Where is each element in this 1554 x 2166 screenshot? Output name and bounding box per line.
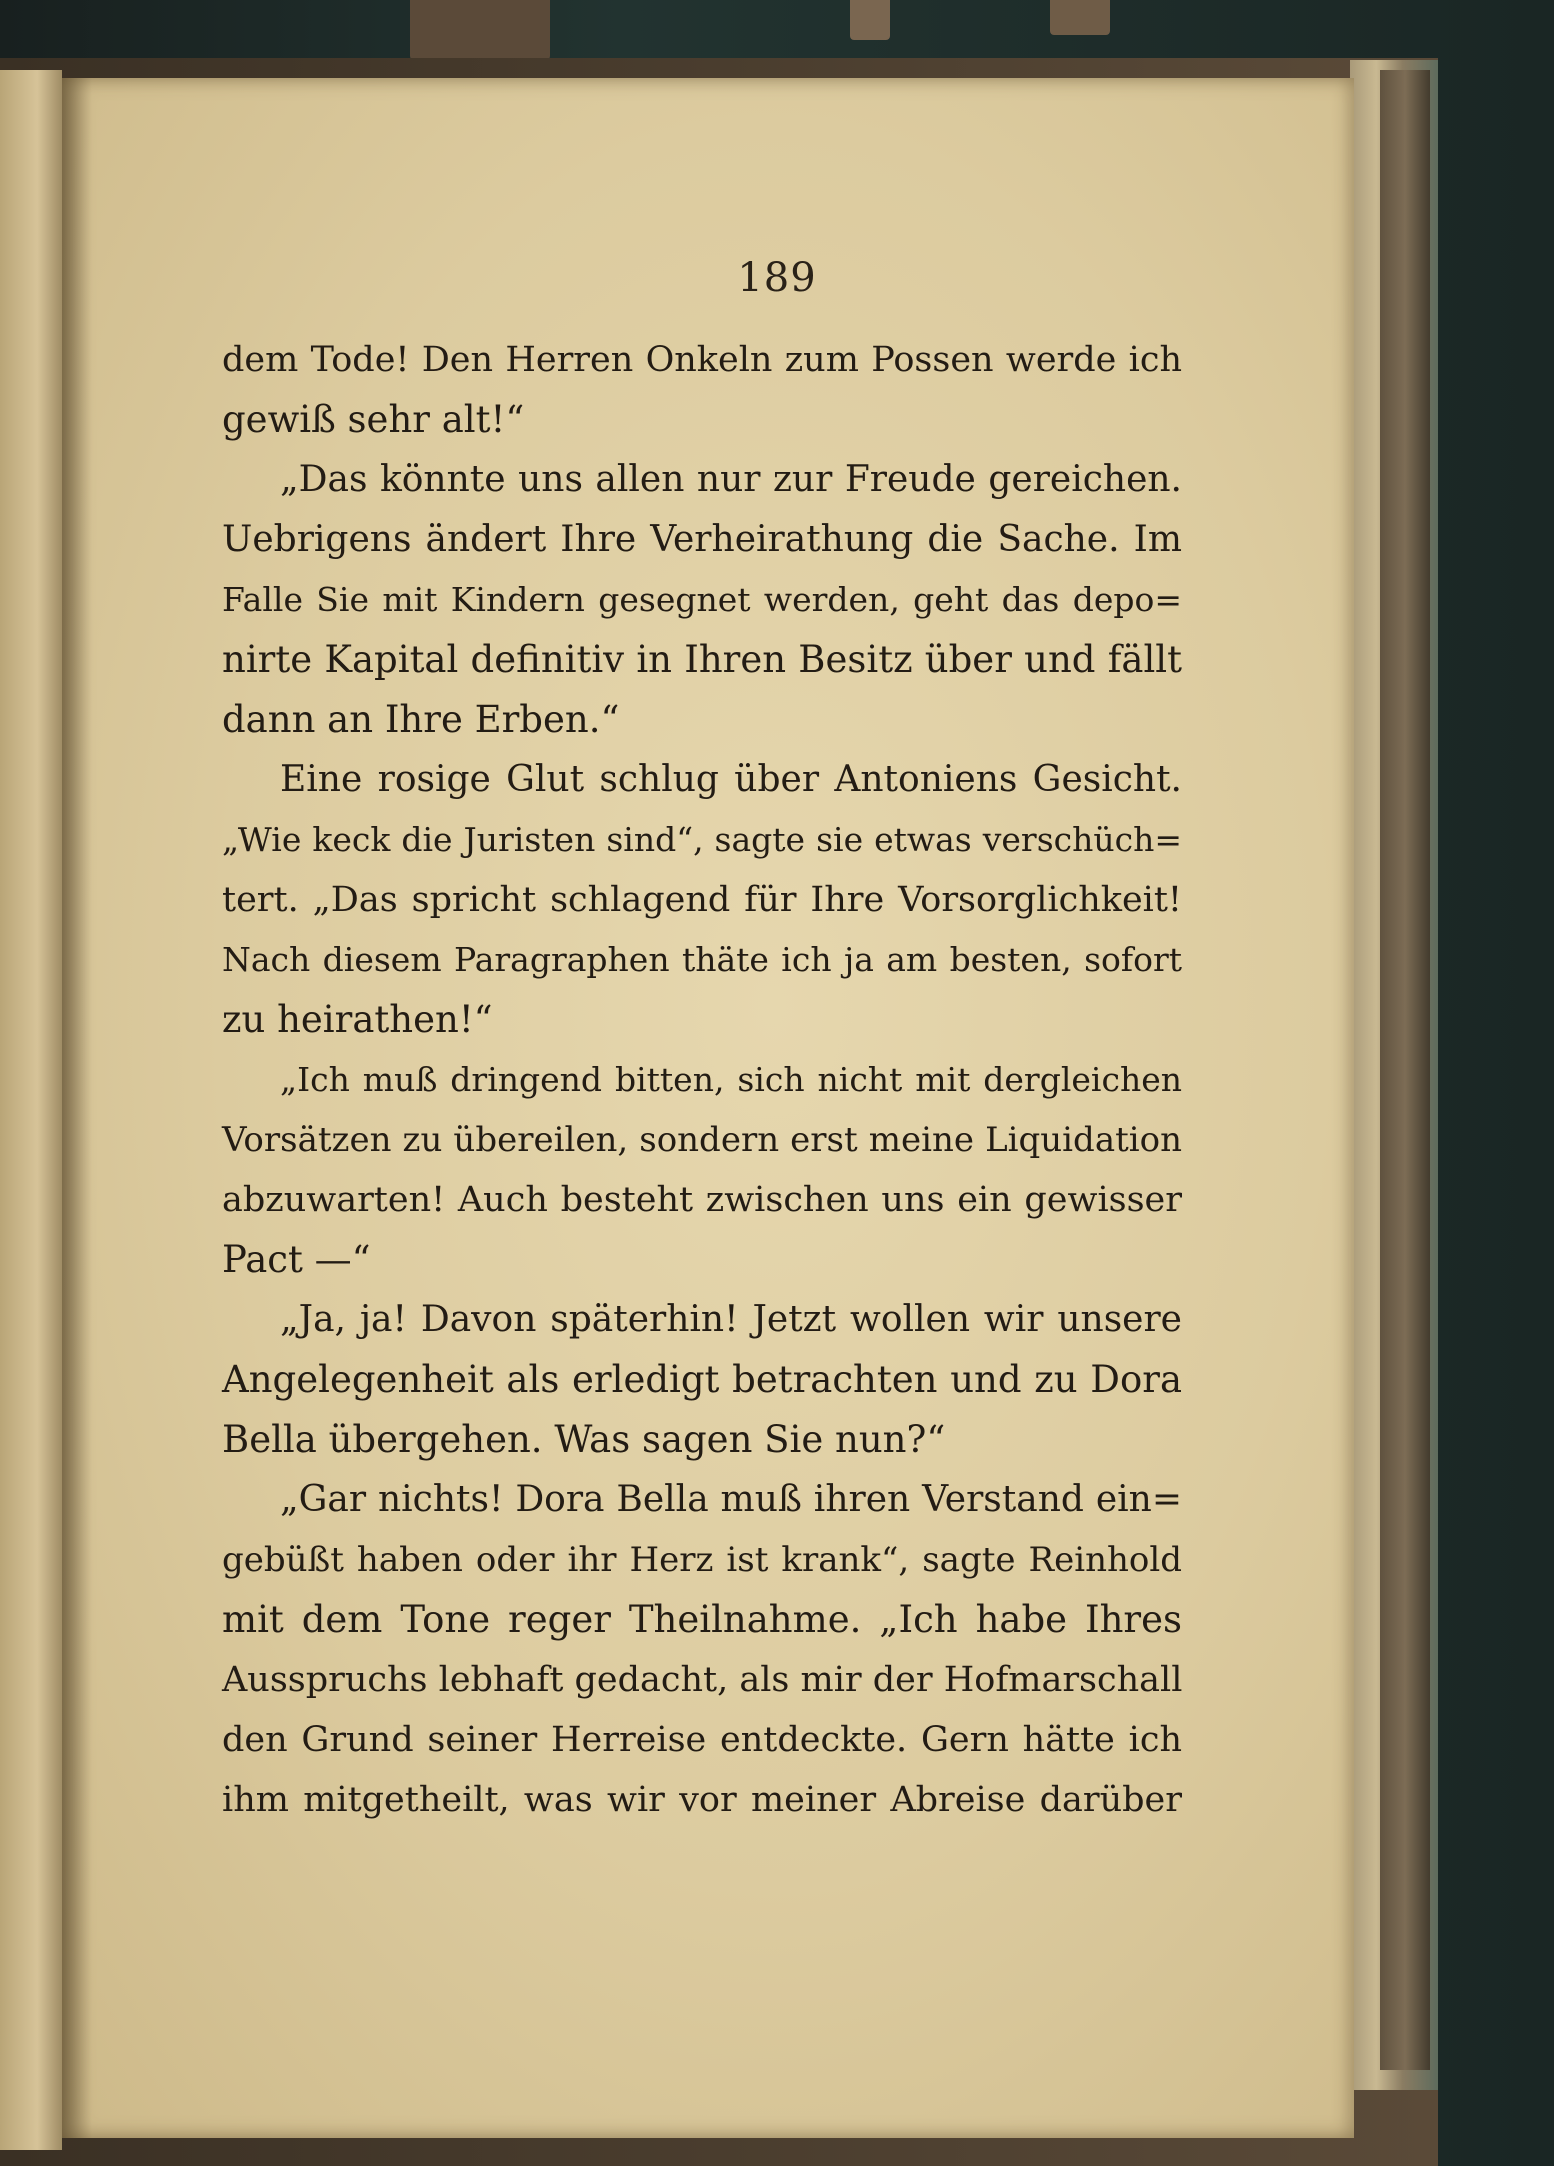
cover-tab	[850, 0, 890, 40]
text-line: Bella übergehen. Was sagen Sie nun?“	[222, 1418, 946, 1461]
text-line: „Ich muß dringend bitten, sich nicht mit dergleichen	[280, 1060, 1182, 1099]
text-line: Falle Sie mit Kindern gesegnet werden, geht das depo=	[222, 580, 1182, 619]
text-line: ihm mitgetheilt, was wir vor meiner Abreise darüber	[222, 1780, 1182, 1820]
book-spine	[1380, 70, 1430, 2070]
text-line: Nach diesem Paragraphen thäte ich ja am besten, sofort	[222, 940, 1182, 979]
text-line: „Wie keck die Juristen sind“, sagte sie etwas verschüch=	[222, 820, 1182, 859]
page-number: 189	[737, 255, 817, 301]
text-line: Pact —“	[222, 1238, 371, 1281]
cover-tab	[1050, 0, 1110, 35]
text-line: den Grund seiner Herreise entdeckte. Gern hätte ich	[222, 1720, 1182, 1760]
text-line: mit dem Tone reger Theilnahme. „Ich habe Ihres	[222, 1598, 1182, 1641]
text-line: gewiß sehr alt!“	[222, 398, 525, 441]
text-line: „Gar nichts! Dora Bella muß ihren Verstand ein=	[280, 1479, 1182, 1520]
gutter-shadow	[62, 78, 92, 2138]
text-line: dann an Ihre Erben.“	[222, 698, 620, 741]
cover-tab	[410, 0, 550, 60]
text-line: zu heirathen!“	[222, 998, 493, 1041]
text-line: Uebrigens ändert Ihre Verheirathung die Sache. Im	[222, 519, 1182, 560]
text-line: „Das könnte uns allen nur zur Freude gereichen.	[280, 459, 1182, 500]
text-line: Vorsätzen zu übereilen, sondern erst meine Liquidation	[222, 1120, 1182, 1160]
text-line: dem Tode! Den Herren Onkeln zum Possen werde ich	[222, 340, 1182, 380]
text-line: tert. „Das spricht schlagend für Ihre Vorsorglichkeit!	[222, 880, 1182, 920]
page-text	[222, 330, 1182, 1830]
text-line: nirte Kapital definitiv in Ihren Besitz über und fällt	[222, 638, 1182, 681]
text-line: Eine rosige Glut schlug über Antoniens Gesicht.	[280, 759, 1182, 800]
text-line: „Ja, ja! Davon späterhin! Jetzt wollen wir unsere	[280, 1299, 1182, 1340]
text-line: Angelegenheit als erledigt betrachten und zu Dora	[222, 1358, 1182, 1401]
text-line: abzuwarten! Auch besteht zwischen uns ein gewisser	[222, 1180, 1182, 1220]
text-line: gebüßt haben oder ihr Herz ist krank“, sagte Reinhold	[222, 1540, 1182, 1580]
left-page-edge	[0, 70, 62, 2150]
text-line: Ausspruchs lebhaft gedacht, als mir der Hofmarschall	[222, 1660, 1183, 1700]
